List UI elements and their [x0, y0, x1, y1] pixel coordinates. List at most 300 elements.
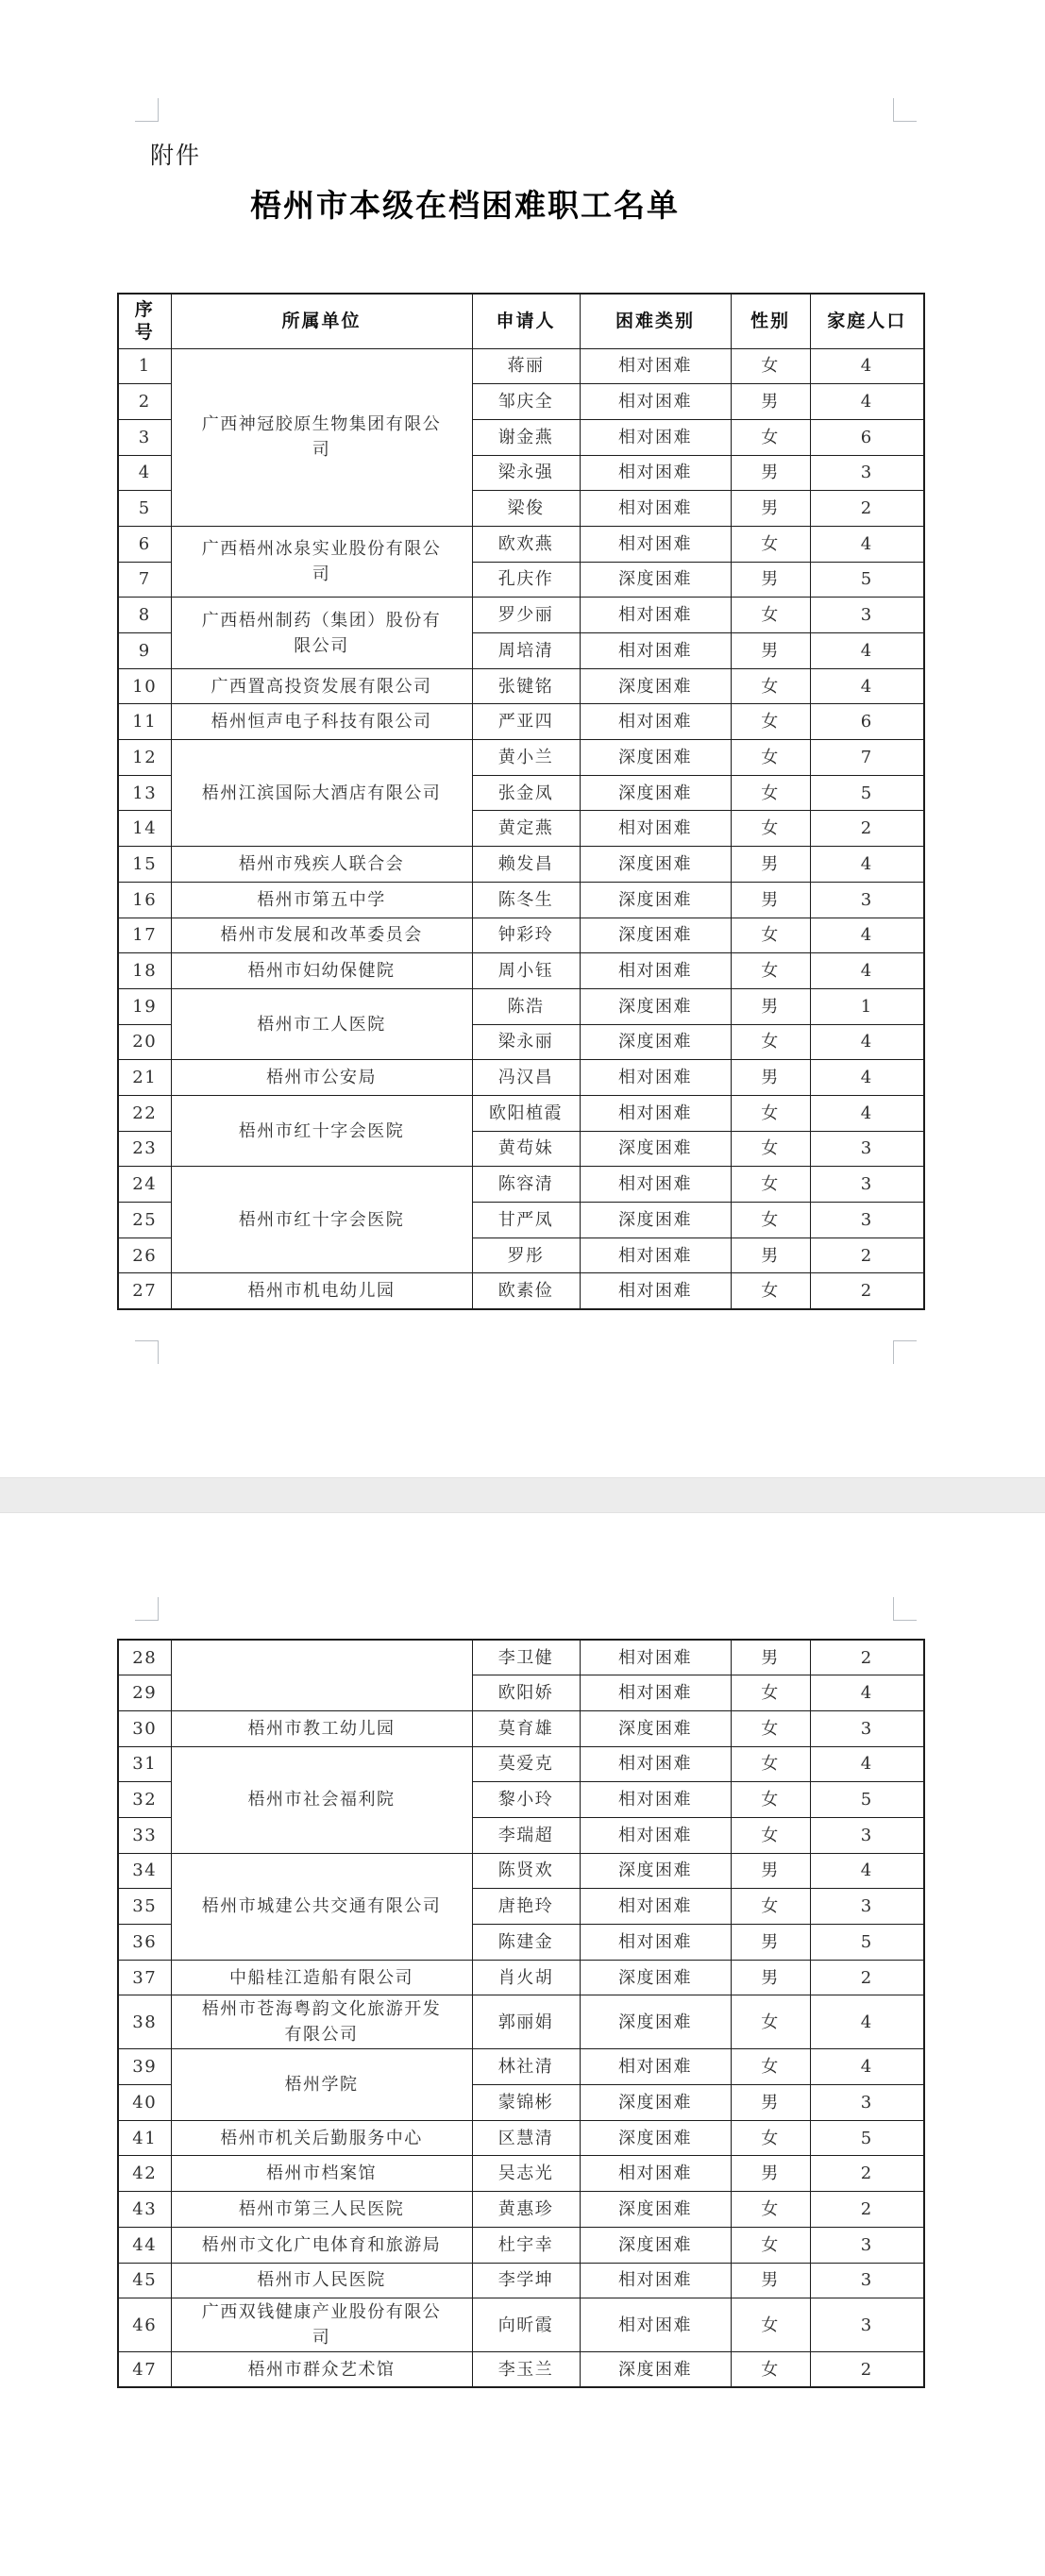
- cell-applicant: 陈贤欢: [472, 1853, 580, 1889]
- cell-gender: 女: [731, 775, 810, 811]
- cell-difficulty-category: 相对困难: [580, 1889, 731, 1925]
- cell-difficulty-category: 相对困难: [580, 1095, 731, 1131]
- table-row: [118, 348, 924, 384]
- cell-seq-number: 11: [118, 704, 171, 740]
- cell-unit: 梧州市妇幼保健院: [171, 953, 472, 989]
- cell-applicant: 周小钰: [472, 953, 580, 989]
- cell-family-size: 2: [810, 2192, 924, 2228]
- cell-seq-number: 27: [118, 1273, 171, 1309]
- cell-gender: 男: [731, 988, 810, 1024]
- cell-family-size: 2: [810, 491, 924, 527]
- cell-family-size: 7: [810, 740, 924, 776]
- cell-applicant: 梁永强: [472, 455, 580, 491]
- cell-applicant: 陈建金: [472, 1925, 580, 1961]
- cell-seq-number: 1: [118, 348, 171, 384]
- cell-difficulty-category: 相对困难: [580, 1675, 731, 1711]
- cell-gender: 女: [731, 2352, 810, 2388]
- table-row: [118, 1710, 924, 1746]
- cell-seq-number: 7: [118, 562, 171, 598]
- cell-seq-number: 23: [118, 1131, 171, 1167]
- cell-seq-number: 32: [118, 1782, 171, 1818]
- cell-family-size: 3: [810, 1817, 924, 1853]
- cell-difficulty-category: 相对困难: [580, 1060, 731, 1096]
- cell-seq-number: 39: [118, 2049, 171, 2085]
- cell-family-size: 4: [810, 1853, 924, 1889]
- cell-applicant: 蒙锦彬: [472, 2085, 580, 2121]
- cell-family-size: 4: [810, 847, 924, 883]
- cell-applicant: 孔庆作: [472, 562, 580, 598]
- column-header: 申请人: [472, 294, 580, 348]
- margin-mark-top-left: [135, 98, 159, 122]
- cell-applicant: 赖发昌: [472, 847, 580, 883]
- cell-gender: 男: [731, 1237, 810, 1273]
- cell-unit: 梧州市群众艺术馆: [171, 2352, 472, 2388]
- page-2: [0, 1513, 1045, 2576]
- cell-gender: 女: [731, 1817, 810, 1853]
- cell-gender: 男: [731, 847, 810, 883]
- cell-difficulty-category: 深度困难: [580, 988, 731, 1024]
- cell-unit: 广西梧州冰泉实业股份有限公司: [171, 526, 472, 597]
- cell-difficulty-category: 深度困难: [580, 847, 731, 883]
- cell-family-size: 2: [810, 1273, 924, 1309]
- cell-family-size: 5: [810, 1925, 924, 1961]
- cell-seq-number: 29: [118, 1675, 171, 1711]
- cell-seq-number: 44: [118, 2227, 171, 2263]
- cell-unit: 梧州恒声电子科技有限公司: [171, 704, 472, 740]
- cell-difficulty-category: 相对困难: [580, 1237, 731, 1273]
- cell-family-size: 2: [810, 1237, 924, 1273]
- cell-unit: 梧州市红十字会医院: [171, 1167, 472, 1273]
- column-header: 所属单位: [171, 294, 472, 348]
- cell-seq-number: 36: [118, 1925, 171, 1961]
- cell-family-size: 1: [810, 988, 924, 1024]
- cell-family-size: 3: [810, 2298, 924, 2352]
- cell-difficulty-category: 相对困难: [580, 348, 731, 384]
- cell-difficulty-category: 深度困难: [580, 668, 731, 704]
- cell-seq-number: 37: [118, 1960, 171, 1995]
- document-title: 梧州市本级在档困难职工名单: [250, 187, 680, 224]
- cell-gender: 女: [731, 1782, 810, 1818]
- table-row: [118, 668, 924, 704]
- cell-unit: 梧州市公安局: [171, 1060, 472, 1096]
- cell-seq-number: 21: [118, 1060, 171, 1096]
- cell-applicant: 陈容清: [472, 1167, 580, 1203]
- cell-applicant: 冯汉昌: [472, 1060, 580, 1096]
- cell-difficulty-category: 相对困难: [580, 953, 731, 989]
- roster-table-page2: [117, 1639, 925, 2388]
- cell-gender: 男: [731, 1925, 810, 1961]
- cell-seq-number: 34: [118, 1853, 171, 1889]
- cell-difficulty-category: 深度困难: [580, 1960, 731, 1995]
- roster-table-page1: [117, 293, 925, 1310]
- cell-seq-number: 33: [118, 1817, 171, 1853]
- table-row: [118, 1853, 924, 1889]
- cell-difficulty-category: 相对困难: [580, 2156, 731, 2192]
- cell-unit: 中船桂江造船有限公司: [171, 1960, 472, 1995]
- cell-difficulty-category: 深度困难: [580, 1131, 731, 1167]
- cell-gender: 男: [731, 562, 810, 598]
- cell-family-size: 4: [810, 668, 924, 704]
- cell-unit: 梧州市红十字会医院: [171, 1095, 472, 1166]
- table-row: [118, 882, 924, 918]
- cell-seq-number: 20: [118, 1024, 171, 1060]
- cell-gender: 女: [731, 419, 810, 455]
- cell-seq-number: 40: [118, 2085, 171, 2121]
- cell-difficulty-category: 深度困难: [580, 1203, 731, 1238]
- cell-applicant: 莫爱克: [472, 1746, 580, 1782]
- cell-difficulty-category: 相对困难: [580, 811, 731, 847]
- table-row: [118, 1640, 924, 1675]
- cell-applicant: 莫育雄: [472, 1710, 580, 1746]
- cell-gender: 女: [731, 1746, 810, 1782]
- cell-applicant: 周培清: [472, 633, 580, 669]
- cell-applicant: 罗彤: [472, 1237, 580, 1273]
- cell-unit: 梧州市档案馆: [171, 2156, 472, 2192]
- cell-family-size: 3: [810, 455, 924, 491]
- cell-family-size: 4: [810, 918, 924, 953]
- cell-gender: 女: [731, 1889, 810, 1925]
- cell-gender: 女: [731, 348, 810, 384]
- cell-gender: 男: [731, 1640, 810, 1675]
- cell-family-size: 3: [810, 882, 924, 918]
- cell-gender: 女: [731, 526, 810, 562]
- cell-difficulty-category: 深度困难: [580, 2120, 731, 2156]
- cell-family-size: 4: [810, 1675, 924, 1711]
- cell-gender: 女: [731, 1131, 810, 1167]
- cell-family-size: 2: [810, 1640, 924, 1675]
- cell-family-size: 4: [810, 348, 924, 384]
- cell-seq-number: 43: [118, 2192, 171, 2228]
- cell-family-size: 3: [810, 1167, 924, 1203]
- cell-difficulty-category: 相对困难: [580, 1817, 731, 1853]
- cell-seq-number: 22: [118, 1095, 171, 1131]
- cell-difficulty-category: 深度困难: [580, 2352, 731, 2388]
- cell-seq-number: 16: [118, 882, 171, 918]
- cell-difficulty-category: 相对困难: [580, 1925, 731, 1961]
- cell-gender: 男: [731, 2263, 810, 2298]
- cell-family-size: 4: [810, 953, 924, 989]
- cell-seq-number: 5: [118, 491, 171, 527]
- cell-gender: 女: [731, 668, 810, 704]
- cell-applicant: 严亚四: [472, 704, 580, 740]
- cell-family-size: 3: [810, 1889, 924, 1925]
- cell-applicant: 欧素俭: [472, 1273, 580, 1309]
- table-row: [118, 2192, 924, 2228]
- cell-gender: 女: [731, 1995, 810, 2049]
- cell-difficulty-category: 深度困难: [580, 882, 731, 918]
- table-row: [118, 526, 924, 562]
- cell-seq-number: 14: [118, 811, 171, 847]
- table-row: [118, 1273, 924, 1309]
- cell-applicant: 陈浩: [472, 988, 580, 1024]
- cell-applicant: 欧阳植霞: [472, 1095, 580, 1131]
- cell-family-size: 4: [810, 526, 924, 562]
- cell-family-size: 2: [810, 2352, 924, 2388]
- cell-applicant: 黄惠珍: [472, 2192, 580, 2228]
- cell-applicant: 钟彩玲: [472, 918, 580, 953]
- margin-mark-top-left: [135, 1597, 159, 1621]
- cell-seq-number: 17: [118, 918, 171, 953]
- cell-gender: 女: [731, 2298, 810, 2352]
- cell-seq-number: 31: [118, 1746, 171, 1782]
- cell-family-size: 4: [810, 2049, 924, 2085]
- cell-family-size: 5: [810, 2120, 924, 2156]
- cell-applicant: 向昕霞: [472, 2298, 580, 2352]
- table-row: [118, 2227, 924, 2263]
- cell-unit: 梧州市文化广电体育和旅游局: [171, 2227, 472, 2263]
- attachment-label: 附件: [150, 142, 202, 169]
- cell-unit: 梧州市第三人民医院: [171, 2192, 472, 2228]
- cell-unit: 梧州市机电幼儿园: [171, 1273, 472, 1309]
- page-separator: [0, 1477, 1045, 1513]
- table-row: [118, 704, 924, 740]
- cell-family-size: 3: [810, 1131, 924, 1167]
- cell-family-size: 6: [810, 419, 924, 455]
- cell-family-size: 3: [810, 1203, 924, 1238]
- cell-family-size: 3: [810, 2085, 924, 2121]
- cell-difficulty-category: 深度困难: [580, 918, 731, 953]
- cell-unit: 梧州市城建公共交通有限公司: [171, 1853, 472, 1960]
- cell-family-size: 4: [810, 1746, 924, 1782]
- cell-difficulty-category: 相对困难: [580, 598, 731, 633]
- cell-seq-number: 38: [118, 1995, 171, 2049]
- cell-seq-number: 3: [118, 419, 171, 455]
- table-row: [118, 1060, 924, 1096]
- table-row: [118, 1167, 924, 1203]
- cell-gender: 男: [731, 1060, 810, 1096]
- cell-seq-number: 12: [118, 740, 171, 776]
- cell-family-size: 4: [810, 1060, 924, 1096]
- cell-family-size: 2: [810, 2156, 924, 2192]
- table-row: [118, 598, 924, 633]
- cell-difficulty-category: 相对困难: [580, 2263, 731, 2298]
- cell-applicant: 罗少丽: [472, 598, 580, 633]
- cell-gender: 女: [731, 1273, 810, 1309]
- cell-applicant: 黄小兰: [472, 740, 580, 776]
- cell-seq-number: 46: [118, 2298, 171, 2352]
- cell-applicant: 谢金燕: [472, 419, 580, 455]
- cell-family-size: 6: [810, 704, 924, 740]
- table-row: [118, 847, 924, 883]
- cell-unit: 梧州市工人医院: [171, 988, 472, 1059]
- column-header: 性别: [731, 294, 810, 348]
- cell-gender: 男: [731, 1853, 810, 1889]
- table-row: [118, 918, 924, 953]
- cell-gender: 女: [731, 918, 810, 953]
- header-row: [118, 294, 924, 348]
- cell-difficulty-category: 相对困难: [580, 2298, 731, 2352]
- cell-seq-number: 19: [118, 988, 171, 1024]
- cell-family-size: 3: [810, 598, 924, 633]
- cell-family-size: 5: [810, 562, 924, 598]
- cell-unit: 梧州市第五中学: [171, 882, 472, 918]
- cell-gender: 男: [731, 491, 810, 527]
- cell-family-size: 4: [810, 1095, 924, 1131]
- cell-unit: 梧州市苍海粤韵文化旅游开发有限公司: [171, 1995, 472, 2049]
- cell-applicant: 黄定燕: [472, 811, 580, 847]
- cell-applicant: 李卫健: [472, 1640, 580, 1675]
- cell-gender: 女: [731, 1203, 810, 1238]
- cell-applicant: 梁俊: [472, 491, 580, 527]
- cell-seq-number: 42: [118, 2156, 171, 2192]
- cell-difficulty-category: 深度困难: [580, 562, 731, 598]
- cell-gender: 女: [731, 1710, 810, 1746]
- cell-gender: 女: [731, 2227, 810, 2263]
- cell-seq-number: 2: [118, 384, 171, 420]
- cell-unit: 广西置高投资发展有限公司: [171, 668, 472, 704]
- cell-unit: 梧州江滨国际大酒店有限公司: [171, 740, 472, 847]
- cell-seq-number: 45: [118, 2263, 171, 2298]
- table-row: [118, 1746, 924, 1782]
- table-row: [118, 2156, 924, 2192]
- cell-difficulty-category: 相对困难: [580, 491, 731, 527]
- cell-applicant: 李学坤: [472, 2263, 580, 2298]
- cell-applicant: 黎小玲: [472, 1782, 580, 1818]
- margin-mark-top-right: [893, 98, 917, 122]
- cell-unit: 广西梧州制药（集团）股份有限公司: [171, 598, 472, 668]
- cell-seq-number: 6: [118, 526, 171, 562]
- cell-family-size: 2: [810, 1960, 924, 1995]
- table-row: [118, 2120, 924, 2156]
- cell-gender: 女: [731, 598, 810, 633]
- cell-seq-number: 47: [118, 2352, 171, 2388]
- cell-family-size: 5: [810, 1782, 924, 1818]
- cell-family-size: 4: [810, 384, 924, 420]
- cell-difficulty-category: 深度困难: [580, 740, 731, 776]
- cell-seq-number: 9: [118, 633, 171, 669]
- cell-unit: 梧州市社会福利院: [171, 1746, 472, 1853]
- cell-family-size: 3: [810, 1710, 924, 1746]
- cell-applicant: 林社清: [472, 2049, 580, 2085]
- cell-family-size: 4: [810, 1995, 924, 2049]
- cell-seq-number: 8: [118, 598, 171, 633]
- cell-family-size: 4: [810, 1024, 924, 1060]
- cell-gender: 女: [731, 1024, 810, 1060]
- cell-gender: 女: [731, 1675, 810, 1711]
- cell-unit: 梧州市发展和改革委员会: [171, 918, 472, 953]
- column-header: 序号: [118, 294, 171, 348]
- cell-applicant: 张键铭: [472, 668, 580, 704]
- cell-unit: 梧州学院: [171, 2049, 472, 2120]
- cell-gender: 女: [731, 953, 810, 989]
- cell-gender: 女: [731, 1095, 810, 1131]
- cell-difficulty-category: 深度困难: [580, 2227, 731, 2263]
- cell-seq-number: 4: [118, 455, 171, 491]
- table-row: [118, 1960, 924, 1995]
- cell-applicant: 欧阳娇: [472, 1675, 580, 1711]
- cell-difficulty-category: 深度困难: [580, 1024, 731, 1060]
- cell-unit: 梧州市教工幼儿园: [171, 1710, 472, 1746]
- column-header: 困难类别: [580, 294, 731, 348]
- cell-difficulty-category: 相对困难: [580, 704, 731, 740]
- cell-family-size: 4: [810, 633, 924, 669]
- cell-difficulty-category: 深度困难: [580, 1710, 731, 1746]
- cell-difficulty-category: 相对困难: [580, 1273, 731, 1309]
- table-row: [118, 2049, 924, 2085]
- cell-difficulty-category: 相对困难: [580, 2049, 731, 2085]
- cell-applicant: 杜宇幸: [472, 2227, 580, 2263]
- cell-seq-number: 24: [118, 1167, 171, 1203]
- cell-gender: 男: [731, 882, 810, 918]
- cell-seq-number: 30: [118, 1710, 171, 1746]
- cell-gender: 女: [731, 2049, 810, 2085]
- cell-difficulty-category: 相对困难: [580, 1782, 731, 1818]
- cell-unit: [171, 1640, 472, 1710]
- cell-applicant: 甘严凤: [472, 1203, 580, 1238]
- cell-seq-number: 41: [118, 2120, 171, 2156]
- table-row: [118, 953, 924, 989]
- cell-gender: 女: [731, 2192, 810, 2228]
- cell-unit: 梧州市残疾人联合会: [171, 847, 472, 883]
- cell-applicant: 李玉兰: [472, 2352, 580, 2388]
- cell-gender: 男: [731, 384, 810, 420]
- cell-seq-number: 13: [118, 775, 171, 811]
- cell-difficulty-category: 深度困难: [580, 2085, 731, 2121]
- cell-family-size: 5: [810, 775, 924, 811]
- cell-unit: 广西神冠胶原生物集团有限公司: [171, 348, 472, 526]
- table-row: [118, 2352, 924, 2388]
- cell-gender: 男: [731, 2156, 810, 2192]
- cell-applicant: 梁永丽: [472, 1024, 580, 1060]
- cell-unit: 梧州市人民医院: [171, 2263, 472, 2298]
- cell-applicant: 肖火胡: [472, 1960, 580, 1995]
- cell-applicant: 欧欢燕: [472, 526, 580, 562]
- cell-seq-number: 35: [118, 1889, 171, 1925]
- cell-difficulty-category: 相对困难: [580, 419, 731, 455]
- cell-difficulty-category: 相对困难: [580, 526, 731, 562]
- table-row: [118, 2298, 924, 2352]
- cell-difficulty-category: 相对困难: [580, 1746, 731, 1782]
- cell-gender: 男: [731, 633, 810, 669]
- cell-gender: 女: [731, 811, 810, 847]
- cell-difficulty-category: 深度困难: [580, 2192, 731, 2228]
- margin-mark-top-right: [893, 1597, 917, 1621]
- cell-gender: 男: [731, 2085, 810, 2121]
- cell-applicant: 郭丽娟: [472, 1995, 580, 2049]
- cell-family-size: 3: [810, 2263, 924, 2298]
- cell-applicant: 唐艳玲: [472, 1889, 580, 1925]
- cell-family-size: 2: [810, 811, 924, 847]
- cell-applicant: 陈冬生: [472, 882, 580, 918]
- cell-difficulty-category: 深度困难: [580, 1853, 731, 1889]
- cell-gender: 女: [731, 740, 810, 776]
- cell-seq-number: 25: [118, 1203, 171, 1238]
- cell-gender: 女: [731, 704, 810, 740]
- cell-difficulty-category: 相对困难: [580, 1640, 731, 1675]
- table-row: [118, 1995, 924, 2049]
- table-row: [118, 1095, 924, 1131]
- table-row: [118, 988, 924, 1024]
- cell-applicant: 蒋丽: [472, 348, 580, 384]
- cell-unit: 广西双钱健康产业股份有限公司: [171, 2298, 472, 2352]
- cell-gender: 男: [731, 1960, 810, 1995]
- cell-applicant: 区慧清: [472, 2120, 580, 2156]
- cell-family-size: 3: [810, 2227, 924, 2263]
- cell-unit: 梧州市机关后勤服务中心: [171, 2120, 472, 2156]
- cell-difficulty-category: 相对困难: [580, 1167, 731, 1203]
- cell-seq-number: 18: [118, 953, 171, 989]
- cell-gender: 女: [731, 1167, 810, 1203]
- cell-seq-number: 28: [118, 1640, 171, 1675]
- cell-difficulty-category: 相对困难: [580, 384, 731, 420]
- cell-applicant: 吴志光: [472, 2156, 580, 2192]
- column-header: 家庭人口: [810, 294, 924, 348]
- cell-applicant: 邹庆全: [472, 384, 580, 420]
- cell-seq-number: 26: [118, 1237, 171, 1273]
- cell-seq-number: 10: [118, 668, 171, 704]
- table-row: [118, 740, 924, 776]
- cell-applicant: 黄苟妹: [472, 1131, 580, 1167]
